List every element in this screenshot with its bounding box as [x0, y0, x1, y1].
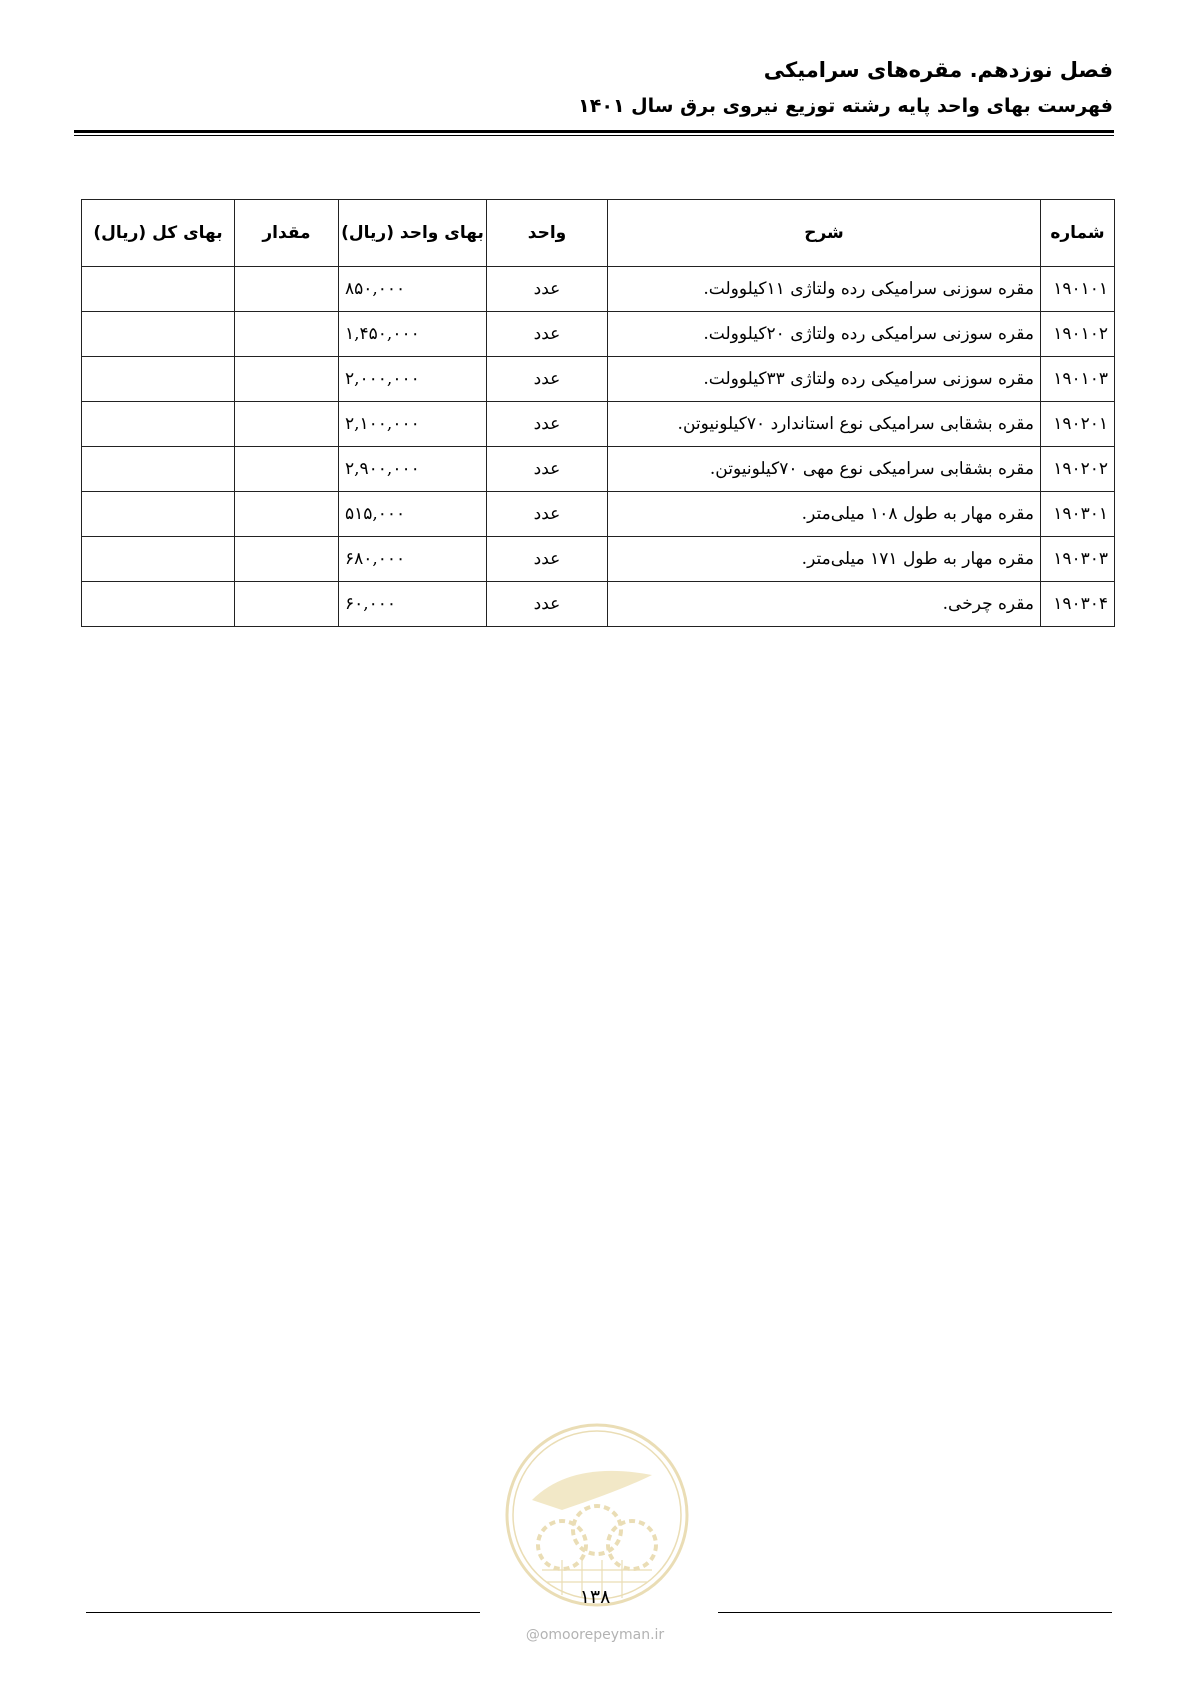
item-unit-price: ۶۸۰,۰۰۰	[339, 537, 487, 582]
item-total-price	[82, 267, 235, 312]
item-total-price	[82, 402, 235, 447]
item-description: مقره بشقابی سرامیکی نوع مهی ۷۰کیلونیوتن.	[608, 447, 1041, 492]
item-description: مقره سوزنی سرامیکی رده ولتاژی ۳۳کیلوولت.	[608, 357, 1041, 402]
item-total-price	[82, 447, 235, 492]
item-quantity	[235, 357, 339, 402]
header-unit: واحد	[487, 200, 608, 267]
item-description: مقره بشقابی سرامیکی نوع استاندارد ۷۰کیلونیوتن.	[608, 402, 1041, 447]
watermark-logo	[502, 1420, 692, 1610]
item-description: مقره مهار به طول ۱۰۸ میلی‌متر.	[608, 492, 1041, 537]
item-number: ۱۹۰۱۰۱	[1041, 267, 1115, 312]
item-unit-price: ۵۱۵,۰۰۰	[339, 492, 487, 537]
item-quantity	[235, 447, 339, 492]
item-quantity	[235, 492, 339, 537]
table-row	[82, 267, 1115, 312]
header-total-price: بهای کل (ریال)	[82, 200, 235, 267]
item-unit-price: ۶۰,۰۰۰	[339, 582, 487, 627]
item-quantity	[235, 582, 339, 627]
table-row	[82, 402, 1115, 447]
item-number: ۱۹۰۱۰۳	[1041, 357, 1115, 402]
price-table	[81, 199, 1115, 627]
table-header-row	[82, 200, 1115, 267]
table-row	[82, 537, 1115, 582]
item-unit-price: ۲,۹۰۰,۰۰۰	[339, 447, 487, 492]
item-unit: عدد	[487, 267, 608, 312]
table-row	[82, 312, 1115, 357]
footer-rule-right	[718, 1612, 1112, 1613]
item-unit: عدد	[487, 357, 608, 402]
item-quantity	[235, 402, 339, 447]
item-quantity	[235, 312, 339, 357]
item-total-price	[82, 582, 235, 627]
watermark-url: @omoorepeyman.ir	[525, 1627, 665, 1643]
item-description: مقره مهار به طول ۱۷۱ میلی‌متر.	[608, 537, 1041, 582]
item-unit: عدد	[487, 537, 608, 582]
page-number: ۱۳۸	[579, 1586, 611, 1608]
table-row	[82, 447, 1115, 492]
header-number: شماره	[1041, 200, 1115, 267]
item-unit: عدد	[487, 582, 608, 627]
item-number: ۱۹۰۲۰۱	[1041, 402, 1115, 447]
header-description: شرح	[608, 200, 1041, 267]
item-unit-price: ۲,۱۰۰,۰۰۰	[339, 402, 487, 447]
item-number: ۱۹۰۳۰۴	[1041, 582, 1115, 627]
item-unit-price: ۲,۰۰۰,۰۰۰	[339, 357, 487, 402]
header-unit-price: بهای واحد (ریال)	[339, 200, 487, 267]
item-total-price	[82, 537, 235, 582]
item-number: ۱۹۰۱۰۲	[1041, 312, 1115, 357]
item-total-price	[82, 492, 235, 537]
chapter-title: فصل نوزدهم. مقره‌های سرامیکی	[763, 58, 1113, 82]
table-row	[82, 492, 1115, 537]
footer-rule-left	[86, 1612, 480, 1613]
header-rule-thin	[74, 135, 1114, 136]
item-number: ۱۹۰۳۰۳	[1041, 537, 1115, 582]
price-list-title: فهرست بهای واحد پایه رشته توزیع نیروی برق سال ۱۴۰۱	[578, 95, 1113, 117]
item-description: مقره چرخی.	[608, 582, 1041, 627]
table-row	[82, 357, 1115, 402]
item-total-price	[82, 357, 235, 402]
header-rule-thick	[74, 130, 1114, 133]
item-unit: عدد	[487, 447, 608, 492]
item-description: مقره سوزنی سرامیکی رده ولتاژی ۱۱کیلوولت.	[608, 267, 1041, 312]
table-row	[82, 582, 1115, 627]
header-quantity: مقدار	[235, 200, 339, 267]
item-number: ۱۹۰۳۰۱	[1041, 492, 1115, 537]
item-total-price	[82, 312, 235, 357]
item-unit: عدد	[487, 312, 608, 357]
item-unit-price: ۸۵۰,۰۰۰	[339, 267, 487, 312]
item-number: ۱۹۰۲۰۲	[1041, 447, 1115, 492]
item-unit: عدد	[487, 492, 608, 537]
item-quantity	[235, 537, 339, 582]
item-description: مقره سوزنی سرامیکی رده ولتاژی ۲۰کیلوولت.	[608, 312, 1041, 357]
item-unit-price: ۱,۴۵۰,۰۰۰	[339, 312, 487, 357]
item-quantity	[235, 267, 339, 312]
item-unit: عدد	[487, 402, 608, 447]
